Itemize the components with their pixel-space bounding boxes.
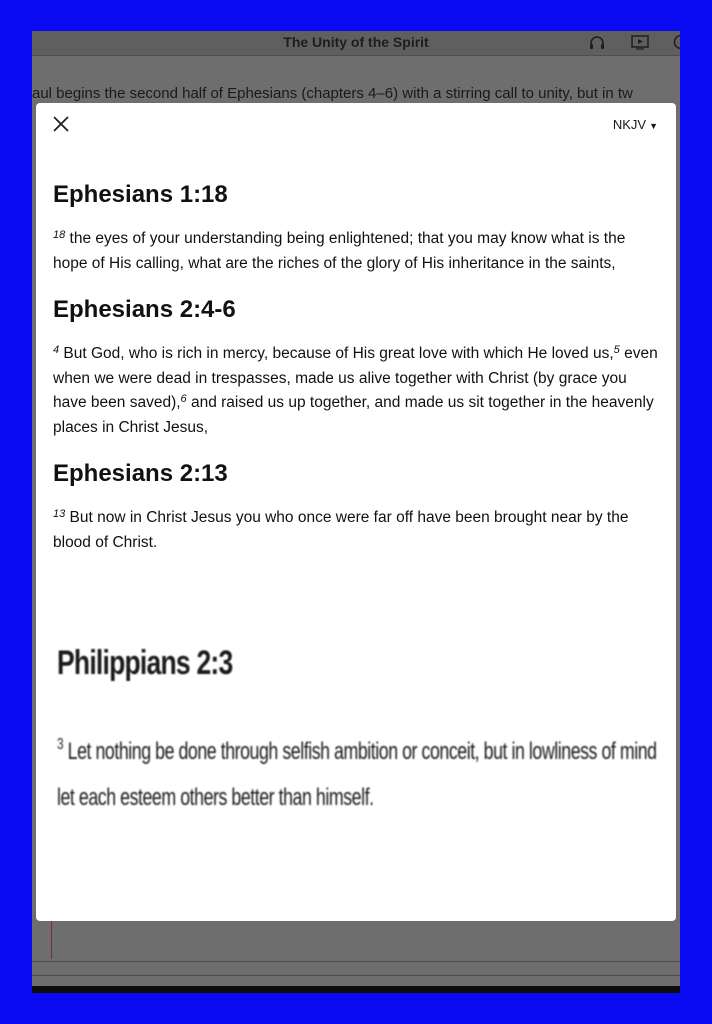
video-icon[interactable] [631, 34, 649, 50]
bottom-bar [32, 986, 680, 993]
verse-text [53, 227, 663, 276]
divider [32, 961, 680, 962]
scripture-modal [36, 103, 676, 921]
verse-text [53, 506, 663, 555]
close-icon[interactable] [51, 114, 71, 134]
verse-body: Let nothing be done through selfish ambition or conceit, but in lowliness of mind let each esteem others better than himself. [57, 738, 657, 811]
headphones-icon[interactable] [588, 34, 606, 50]
passage-list [53, 179, 663, 573]
verse-number: 5 [613, 344, 620, 356]
verse-number: 6 [180, 393, 187, 405]
passage-reference: Ephesians 1:18 [53, 181, 228, 208]
verse-number: 13 [53, 508, 66, 520]
passage-reference: Ephesians 2:4-6 [53, 296, 236, 323]
verse-number: 18 [53, 229, 66, 241]
verse-body: But God, who is rich in mercy, because of His great love with which He loved us, [59, 345, 614, 362]
verse-number: 4 [53, 344, 60, 356]
passage [53, 179, 663, 276]
verse-number: 3 [57, 736, 64, 753]
passage [53, 458, 663, 555]
verse-body: But now in Christ Jesus you who once were far off have been brought near by the blood of Christ. [53, 509, 629, 551]
version-select[interactable] [613, 117, 658, 132]
passage-reference: Philippians 2:3 [57, 644, 233, 682]
verse-text [53, 342, 663, 440]
info-icon[interactable] [672, 34, 680, 50]
intro-text: aul begins the second half of Ephesians (chapters 4–6) with a stirring call to unity, but in tw [32, 85, 633, 102]
app-top-bar [32, 31, 680, 56]
passage [57, 641, 667, 811]
verse-body: even when we were dead in trespasses, made us alive together with Christ (by grace you have been saved), [53, 345, 658, 411]
divider [32, 975, 680, 976]
verse-text [57, 729, 660, 821]
verse-body: the eyes of your understanding being enlightened; that you may know what is the hope of His calling, what are the riches of the glory of His inheritance in the saints, [53, 230, 626, 272]
verse-body: and raised us up together, and made us sit together in the heavenly places in Christ Jesus, [53, 394, 654, 436]
version-label: NKJV [612, 117, 647, 132]
app-title: The Unity of the Spirit [283, 34, 429, 50]
caret-down-icon: ▼ [649, 121, 658, 131]
passage-reference: Ephesians 2:13 [53, 460, 228, 487]
margin-rule [51, 921, 52, 959]
passage [53, 294, 663, 440]
